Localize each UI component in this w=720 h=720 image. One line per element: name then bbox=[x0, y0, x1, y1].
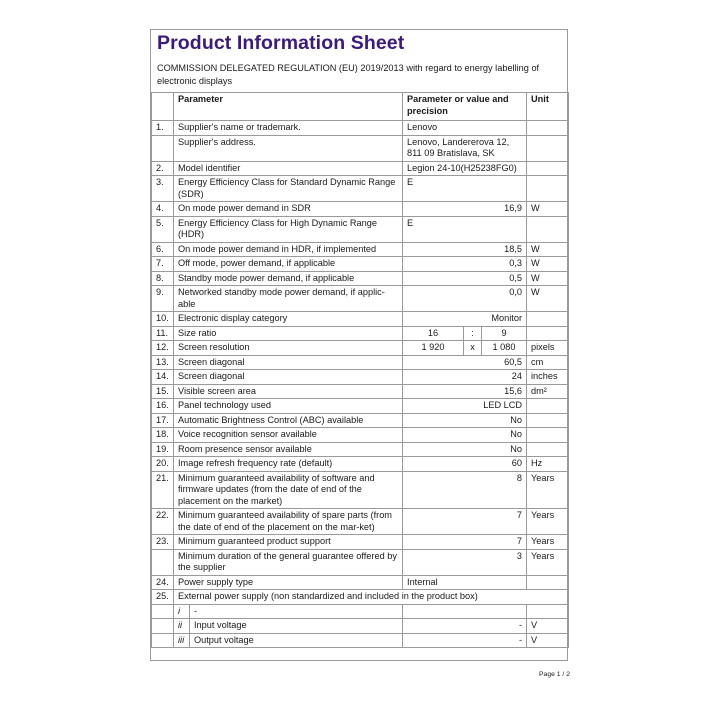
row-number: 25. bbox=[152, 590, 174, 605]
parameter-cell: Energy Efficiency Class for Standard Dynamic Range (SDR) bbox=[174, 176, 403, 202]
value-cell: No bbox=[403, 442, 527, 457]
unit-cell: Years bbox=[527, 535, 569, 550]
unit-cell: Years bbox=[527, 471, 569, 509]
value-cell: 24 bbox=[403, 370, 527, 385]
table-row bbox=[152, 590, 569, 605]
parameter-cell: Energy Efficiency Class for High Dynamic Range (HDR) bbox=[174, 216, 403, 242]
unit-cell: cm bbox=[527, 355, 569, 370]
row-number: 5. bbox=[152, 216, 174, 242]
row-number: 16. bbox=[152, 399, 174, 414]
parameter-cell: Supplier's address. bbox=[174, 135, 403, 161]
value-cell: 60,5 bbox=[403, 355, 527, 370]
row-number: 8. bbox=[152, 271, 174, 286]
row-number: 15. bbox=[152, 384, 174, 399]
value-cell: 3 bbox=[403, 549, 527, 575]
value-cell: 7 bbox=[403, 535, 527, 550]
parameter-cell: Minimum duration of the general guarantee offered by the supplier bbox=[174, 549, 403, 575]
value-cell: 60 bbox=[403, 457, 527, 472]
parameter-cell: Screen diagonal bbox=[174, 370, 403, 385]
unit-cell bbox=[527, 442, 569, 457]
row-number: 19. bbox=[152, 442, 174, 457]
unit-cell: W bbox=[527, 257, 569, 272]
row-number: 14. bbox=[152, 370, 174, 385]
sub-parameter-cell: Input voltage bbox=[190, 619, 403, 634]
parameter-cell: Power supply type bbox=[174, 575, 403, 590]
value-cell: 8 bbox=[403, 471, 527, 509]
unit-cell: inches bbox=[527, 370, 569, 385]
parameter-cell: Image refresh frequency rate (default) bbox=[174, 457, 403, 472]
parameter-cell: Voice recognition sensor available bbox=[174, 428, 403, 443]
header-value: Parameter or value and precision bbox=[403, 93, 527, 121]
table-row bbox=[152, 509, 569, 535]
row-number: 11. bbox=[152, 326, 174, 341]
row-number: 23. bbox=[152, 535, 174, 550]
value-cell bbox=[403, 604, 527, 619]
value-cell: - bbox=[403, 619, 527, 634]
value-cell: Lenovo, Landererova 12, 811 09 Bratislava, SK bbox=[403, 135, 527, 161]
value-cell: - bbox=[403, 633, 527, 648]
row-number: 3. bbox=[152, 176, 174, 202]
unit-cell bbox=[527, 413, 569, 428]
header-num-cell bbox=[152, 93, 174, 121]
table-row bbox=[152, 442, 569, 457]
parameter-cell: Minimum guaranteed availability of software and firmware updates (from the date of end of the placement on the market) bbox=[174, 471, 403, 509]
value-cell: Internal bbox=[403, 575, 527, 590]
unit-cell: W bbox=[527, 242, 569, 257]
sub-row bbox=[152, 633, 569, 648]
table-row bbox=[152, 428, 569, 443]
value-cell: 18,5 bbox=[403, 242, 527, 257]
table-row bbox=[152, 216, 569, 242]
parameter-cell: Off mode, power demand, if applicable bbox=[174, 257, 403, 272]
sub-row-spacer bbox=[152, 619, 174, 634]
value-separator: x bbox=[464, 341, 482, 356]
parameters-table-body bbox=[152, 93, 569, 648]
roman-numeral: iii bbox=[174, 633, 190, 648]
unit-cell: V bbox=[527, 619, 569, 634]
parameter-cell: Model identifier bbox=[174, 161, 403, 176]
sub-parameter-cell: Output voltage bbox=[190, 633, 403, 648]
table-row bbox=[152, 535, 569, 550]
table-row bbox=[152, 202, 569, 217]
sub-row bbox=[152, 619, 569, 634]
table-row bbox=[152, 135, 569, 161]
value-cell: No bbox=[403, 413, 527, 428]
unit-cell: W bbox=[527, 271, 569, 286]
table-row bbox=[152, 161, 569, 176]
row-number: 13. bbox=[152, 355, 174, 370]
unit-cell bbox=[527, 312, 569, 327]
value-cell: 16,9 bbox=[403, 202, 527, 217]
row-number: 20. bbox=[152, 457, 174, 472]
unit-cell: Hz bbox=[527, 457, 569, 472]
value-cell: No bbox=[403, 428, 527, 443]
table-row bbox=[152, 413, 569, 428]
value-separator: : bbox=[464, 326, 482, 341]
parameter-cell: Networked standby mode power demand, if applic-able bbox=[174, 286, 403, 312]
parameter-cell: Size ratio bbox=[174, 326, 403, 341]
unit-cell bbox=[527, 604, 569, 619]
parameter-cell: Panel technology used bbox=[174, 399, 403, 414]
regulation-subtitle: COMMISSION DELEGATED REGULATION (EU) 2019/2013 with regard to energy labelling of electronic displays bbox=[157, 63, 540, 86]
row-number: 9. bbox=[152, 286, 174, 312]
unit-cell: V bbox=[527, 633, 569, 648]
table-row bbox=[152, 257, 569, 272]
parameter-cell: Automatic Brightness Control (ABC) available bbox=[174, 413, 403, 428]
table-row bbox=[152, 399, 569, 414]
unit-cell: W bbox=[527, 286, 569, 312]
unit-cell: W bbox=[527, 202, 569, 217]
sub-parameter-cell: - bbox=[190, 604, 403, 619]
external-power-supply-label: External power supply (non standardized and included in the product box) bbox=[174, 590, 569, 605]
value-cell: Legion 24-10(H25238FG0) bbox=[403, 161, 527, 176]
row-number: 22. bbox=[152, 509, 174, 535]
parameter-cell: On mode power demand in SDR bbox=[174, 202, 403, 217]
row-number: 21. bbox=[152, 471, 174, 509]
value-cell: 7 bbox=[403, 509, 527, 535]
value-cell: 0,5 bbox=[403, 271, 527, 286]
row-number: 7. bbox=[152, 257, 174, 272]
value-part-b: 1 080 bbox=[482, 341, 527, 356]
row-number: 12. bbox=[152, 341, 174, 356]
table-row bbox=[152, 242, 569, 257]
unit-cell: dm² bbox=[527, 384, 569, 399]
parameter-cell: Minimum guaranteed availability of spare parts (from the date of end of the placement on the mar-ket) bbox=[174, 509, 403, 535]
parameters-table bbox=[151, 92, 569, 648]
value-cell: 0,3 bbox=[403, 257, 527, 272]
value-part-a: 16 bbox=[403, 326, 464, 341]
table-row bbox=[152, 326, 569, 341]
header-parameter: Parameter bbox=[174, 93, 403, 121]
row-number bbox=[152, 549, 174, 575]
unit-cell bbox=[527, 575, 569, 590]
row-number: 10. bbox=[152, 312, 174, 327]
table-row bbox=[152, 312, 569, 327]
row-number: 4. bbox=[152, 202, 174, 217]
parameter-cell: Supplier's name or trademark. bbox=[174, 121, 403, 136]
unit-cell bbox=[527, 121, 569, 136]
table-row bbox=[152, 384, 569, 399]
parameter-cell: Standby mode power demand, if applicable bbox=[174, 271, 403, 286]
table-row bbox=[152, 355, 569, 370]
row-number: 2. bbox=[152, 161, 174, 176]
value-cell: Monitor bbox=[403, 312, 527, 327]
parameter-cell: Screen resolution bbox=[174, 341, 403, 356]
unit-cell: Years bbox=[527, 509, 569, 535]
table-row bbox=[152, 176, 569, 202]
table-row bbox=[152, 549, 569, 575]
table-row bbox=[152, 471, 569, 509]
parameter-cell: Electronic display category bbox=[174, 312, 403, 327]
parameter-cell: Visible screen area bbox=[174, 384, 403, 399]
header-unit: Unit bbox=[527, 93, 569, 121]
value-cell: Lenovo bbox=[403, 121, 527, 136]
parameter-cell: Minimum guaranteed product support bbox=[174, 535, 403, 550]
unit-cell bbox=[527, 161, 569, 176]
unit-cell: Years bbox=[527, 549, 569, 575]
parameter-cell: On mode power demand in HDR, if implemented bbox=[174, 242, 403, 257]
row-number: 6. bbox=[152, 242, 174, 257]
row-number: 1. bbox=[152, 121, 174, 136]
parameter-cell: Room presence sensor available bbox=[174, 442, 403, 457]
unit-cell bbox=[527, 176, 569, 202]
parameter-cell: Screen diagonal bbox=[174, 355, 403, 370]
sub-row-spacer bbox=[152, 633, 174, 648]
roman-numeral: i bbox=[174, 604, 190, 619]
table-header-row bbox=[152, 93, 569, 121]
value-cell: 0,0 bbox=[403, 286, 527, 312]
table-row bbox=[152, 575, 569, 590]
sub-row-spacer bbox=[152, 604, 174, 619]
row-number: 24. bbox=[152, 575, 174, 590]
table-row bbox=[152, 121, 569, 136]
value-part-a: 1 920 bbox=[403, 341, 464, 356]
value-part-b: 9 bbox=[482, 326, 527, 341]
value-cell: LED LCD bbox=[403, 399, 527, 414]
row-number: 17. bbox=[152, 413, 174, 428]
unit-cell: pixels bbox=[527, 341, 569, 356]
unit-cell bbox=[527, 399, 569, 414]
unit-cell bbox=[527, 428, 569, 443]
page-title: Product Information Sheet bbox=[157, 32, 405, 54]
product-information-sheet bbox=[150, 29, 568, 661]
value-cell: 15,6 bbox=[403, 384, 527, 399]
table-row bbox=[152, 341, 569, 356]
table-row bbox=[152, 457, 569, 472]
table-row bbox=[152, 271, 569, 286]
value-cell: E bbox=[403, 216, 527, 242]
roman-numeral: ii bbox=[174, 619, 190, 634]
row-number bbox=[152, 135, 174, 161]
table-row bbox=[152, 370, 569, 385]
unit-cell bbox=[527, 135, 569, 161]
unit-cell bbox=[527, 326, 569, 341]
row-number: 18. bbox=[152, 428, 174, 443]
sub-row bbox=[152, 604, 569, 619]
unit-cell bbox=[527, 216, 569, 242]
page-number: Page 1 / 2 bbox=[539, 671, 570, 678]
table-row bbox=[152, 286, 569, 312]
value-cell: E bbox=[403, 176, 527, 202]
